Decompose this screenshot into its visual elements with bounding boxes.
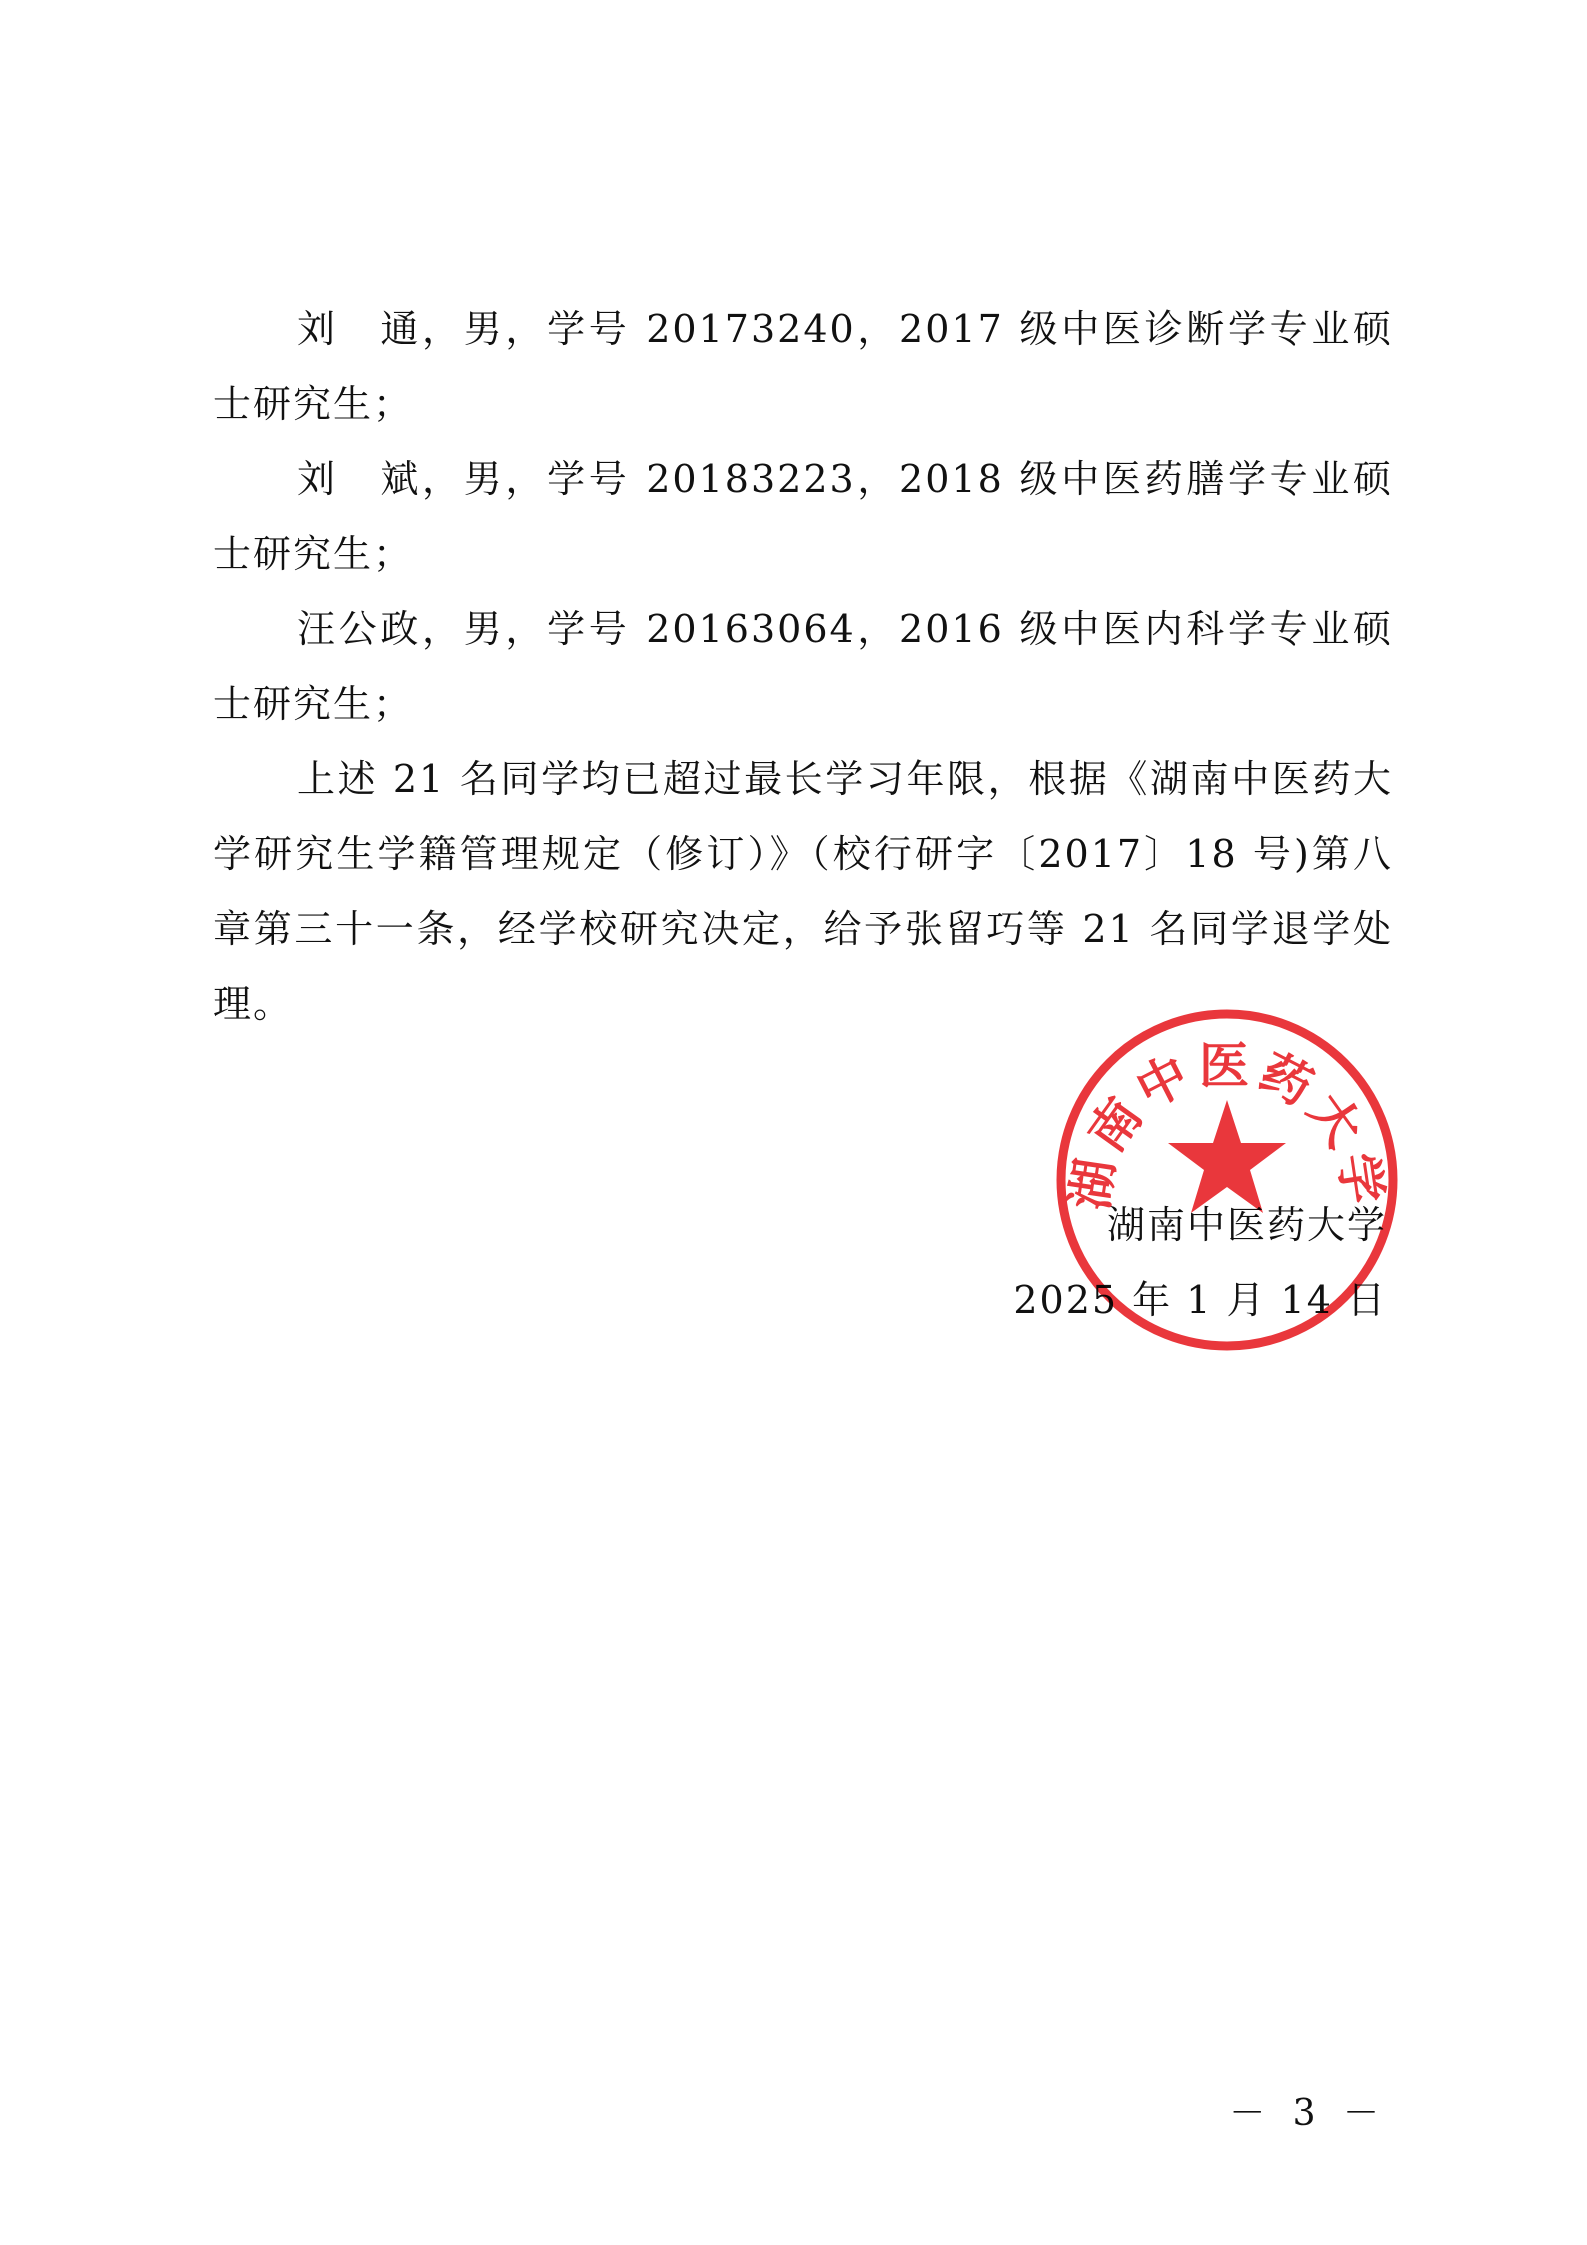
document-body bbox=[213, 292, 1393, 1042]
issuer-name: 湖南中医药大学 bbox=[1106, 1203, 1387, 1247]
student-paragraph-3: 汪公政，男，学号 20163064，2016 级中医内科学专业硕士研究生； bbox=[213, 607, 1393, 726]
decision-paragraph: 上述 21 名同学均已超过最长学习年限，根据《湖南中医药大学研究生学籍管理规定（修订）》（校行研字〔2017〕18 号)第八章第三十一条，经学校研究决定，给予张留巧等 21 名同学退学处理。 bbox=[213, 757, 1393, 1026]
official-seal-icon bbox=[1052, 1005, 1402, 1355]
svg-text:湖南中医药大学: 湖南中医药大学 bbox=[1060, 1037, 1394, 1214]
student-paragraph-1: 刘 通，男，学号 20173240，2017 级中医诊断学专业硕士研究生； bbox=[213, 307, 1393, 426]
page-number: － 3 － bbox=[1229, 2093, 1387, 2134]
student-paragraph-2: 刘 斌，男，学号 20183223，2018 级中医药膳学专业硕士研究生； bbox=[213, 457, 1393, 576]
issue-date: 2025 年 1 月 14 日 bbox=[1013, 1278, 1387, 1322]
